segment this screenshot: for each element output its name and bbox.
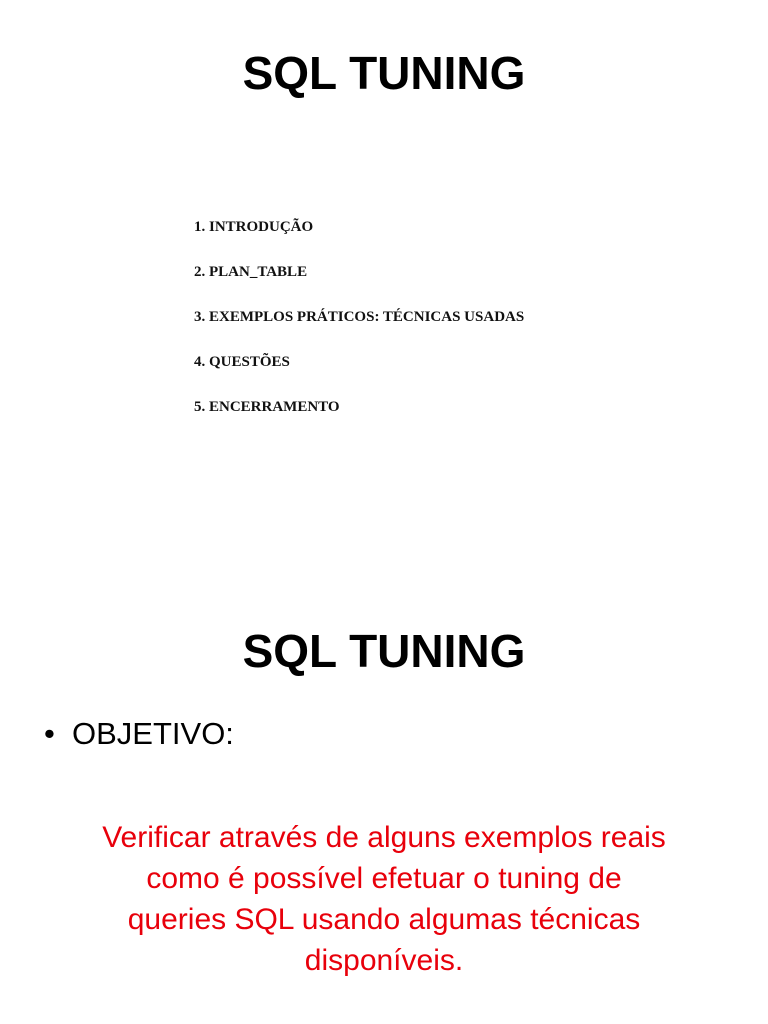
- agenda-item-questoes: 4. QUESTÕES: [194, 354, 290, 370]
- bullet-label: OBJETIVO:: [72, 716, 234, 751]
- slide-objetivo: [0, 512, 768, 1024]
- slide-title: SQL TUNING: [242, 625, 526, 677]
- objective-line: Verificar através de alguns exemplos reais: [102, 821, 666, 854]
- slide-title: SQL TUNING: [242, 47, 526, 99]
- objective-line: disponíveis.: [304, 944, 464, 977]
- agenda-item-plan-table: 2. PLAN_TABLE: [194, 264, 308, 280]
- bullet-dot-icon: •: [44, 716, 55, 751]
- bullet-objetivo: [44, 718, 234, 749]
- objective-line: queries SQL usando algumas técnicas: [127, 903, 641, 936]
- agenda-item-exemplos-praticos: 3. EXEMPLOS PRÁTICOS: TÉCNICAS USADAS: [194, 309, 525, 325]
- agenda-list: [194, 216, 524, 441]
- objective-text: [40, 817, 728, 981]
- agenda-item-encerramento: 5. ENCERRAMENTO: [194, 399, 340, 415]
- objective-line: como é possível efetuar o tuning de: [146, 862, 622, 895]
- agenda-item-introducao: 1. INTRODUÇÃO: [194, 219, 314, 235]
